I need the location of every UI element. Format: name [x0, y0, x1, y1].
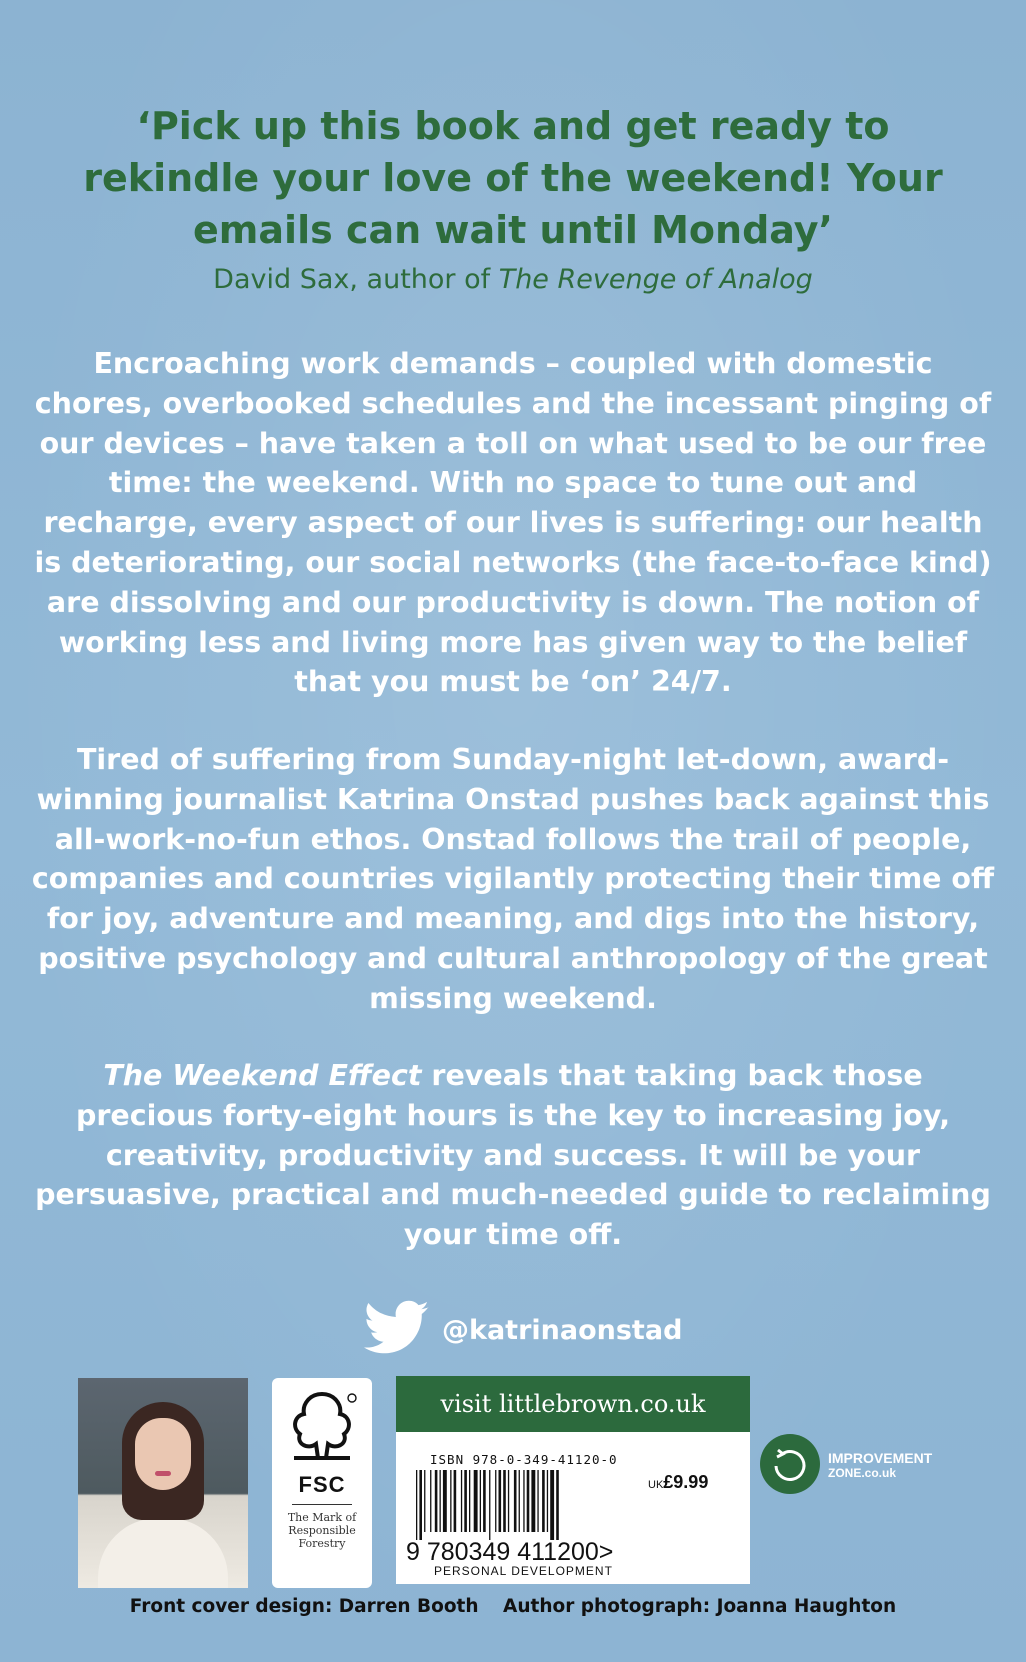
barcode-bar [542, 1470, 545, 1532]
barcode-bar [416, 1470, 417, 1540]
barcode-bar [547, 1470, 548, 1532]
barcode-bar [474, 1470, 478, 1532]
barcode-bar [489, 1470, 490, 1540]
price-value: £9.99 [663, 1472, 709, 1492]
author-photo-lips [155, 1471, 171, 1476]
fsc-tree-logo-icon [284, 1451, 360, 1470]
barcode-quiet-zone-mark: > [598, 1538, 614, 1566]
attribution-book-title: The Revenge of Analog [498, 264, 813, 295]
barcode-bar [443, 1470, 447, 1532]
price-region: UK [648, 1479, 664, 1491]
twitter-handle: @katrinaonstad [442, 1314, 683, 1346]
fsc-badge [272, 1378, 372, 1588]
barcode-bar [503, 1470, 506, 1532]
twitter-bird-icon [364, 1300, 430, 1360]
publisher-website-banner: visit littlebrown.co.uk [396, 1376, 750, 1432]
barcode-bar [424, 1470, 425, 1532]
barcode-bar [440, 1470, 441, 1532]
barcode-bar [495, 1470, 496, 1532]
barcode-bar [464, 1470, 467, 1532]
fsc-label: FSC [298, 1472, 346, 1497]
barcode-bar [483, 1470, 486, 1532]
cover-design-credit: Front cover design: Darren Booth [129, 1596, 479, 1617]
improvement-zone-logo [758, 1432, 932, 1500]
blurb-paragraph-3 [30, 1056, 996, 1255]
barcode-bar [499, 1470, 502, 1532]
improvement-zone-line1: IMPROVEMENT [828, 1450, 933, 1466]
blurb-paragraph-1: Encroaching work demands – coupled with domestic chores, overbooked schedules and the incessant pinging of our devices – have taken a toll on what used to be our free time: the weekend. With no space to tune out and recharge, every aspect of our lives is suffering: our health is deteriorating, our social networks (the face-to-face kind) are dissolving and our productivity is down. The notion of working less and living more has given way to the belief that you must be ‘on’ 24/7. [34, 347, 992, 699]
fsc-divider [292, 1504, 352, 1505]
book-category: PERSONAL DEVELOPMENT [434, 1564, 613, 1578]
attribution-prefix: David Sax, author of [213, 264, 499, 295]
book-title: The Weekend Effect [103, 1059, 422, 1092]
barcode-bar [469, 1470, 470, 1532]
blurb-paragraph-3-rest: reveals that taking back those precious forty-eight hours is the key to increasing joy, creativity, productivity and success. It will be your persuasive, practical and much-needed guide to reclaiming your time off. [35, 1059, 991, 1252]
barcode-bar [537, 1470, 538, 1532]
improvement-zone-text [828, 1451, 932, 1481]
barcode-bar [523, 1470, 524, 1532]
barcode-bar [550, 1470, 554, 1540]
barcode-number: 9 780349 411200 [406, 1538, 599, 1566]
improvement-zone-line2: ZONE.co.uk [828, 1466, 897, 1480]
quote-attribution [60, 262, 966, 298]
price-label [648, 1472, 708, 1493]
author-photo-credit: Author photograph: Joanna Haughton [503, 1596, 897, 1617]
barcode-bar [419, 1470, 422, 1540]
barcode-bar [461, 1470, 462, 1532]
barcode-panel [396, 1432, 750, 1584]
barcode-bar [454, 1470, 457, 1532]
barcode-bars [416, 1470, 642, 1540]
author-photo [78, 1378, 248, 1588]
barcode-bar [508, 1470, 509, 1532]
barcode-bar [514, 1470, 517, 1532]
improvement-zone-circle-icon [758, 1432, 822, 1500]
barcode-bar [531, 1470, 535, 1532]
fsc-tagline: The Mark of Responsible Forestry [287, 1511, 357, 1550]
barcode-bar [519, 1470, 520, 1532]
credits-line [30, 1596, 996, 1617]
blurb-paragraph-2: Tired of suffering from Sunday-night let-down, award-winning journalist Katrina Onstad pushes back against this all-work-no-fun ethos. Onstad follows the trail of people, companies and countries vigilantly protecting their time off for joy, adventure and meaning, and digs into the history, positive psychology and cultural anthropology of the great missing weekend. [31, 743, 995, 1015]
barcode-bar [556, 1470, 559, 1540]
twitter-handle-row [364, 1302, 682, 1358]
endorsement-quote: ‘Pick up this book and get ready to rekindle your love of the weekend! Your emails can wait until Monday’ [83, 104, 943, 252]
barcode-bar [435, 1470, 438, 1532]
barcode-digits [406, 1538, 613, 1567]
author-photo-shoulders [98, 1518, 228, 1588]
barcode-bar [450, 1470, 451, 1532]
author-photo-face [135, 1418, 191, 1490]
barcode-bar [430, 1470, 431, 1532]
barcode-bar [480, 1470, 481, 1532]
barcode-bar [527, 1470, 530, 1532]
isbn-number: ISBN 978-0-349-41120-0 [430, 1452, 618, 1467]
